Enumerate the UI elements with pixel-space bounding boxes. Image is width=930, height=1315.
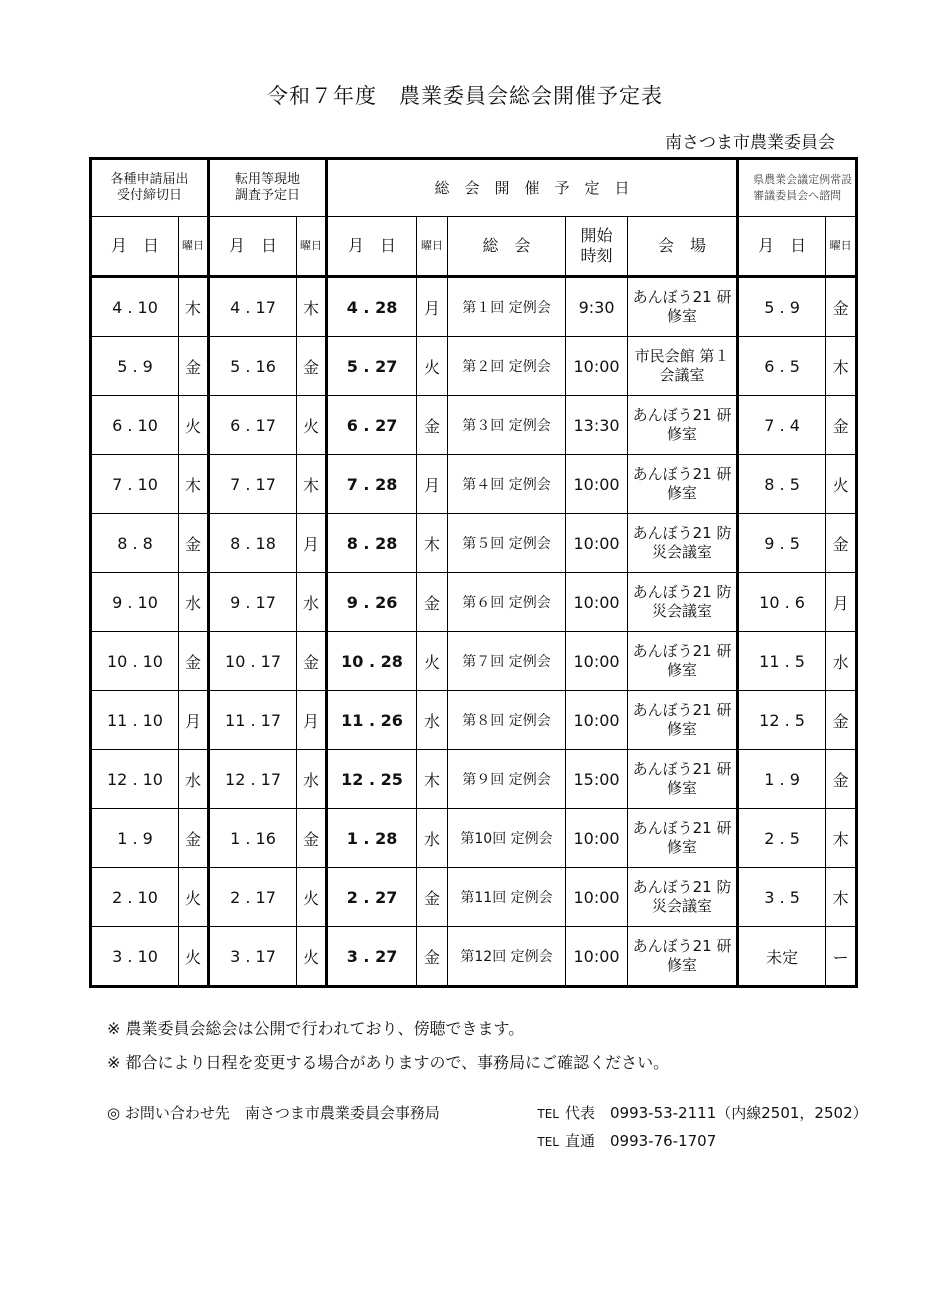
start-time: 10:00 [566,868,628,927]
pref-weekday: 火 [826,455,857,514]
deadline-date: 11 . 10 [91,691,179,750]
pref-date: 10 . 6 [738,573,826,632]
table-row [91,691,857,750]
pref-weekday: 金 [826,277,857,337]
start-time: 10:00 [566,927,628,987]
note-open-meeting: ※ 農業委員会総会は公開で行われており、傍聴できます。 [107,1019,525,1038]
meeting-date: 2 . 27 [327,868,417,927]
meeting-weekday: 金 [417,396,448,455]
survey-weekday: 木 [297,277,327,337]
survey-weekday: 金 [297,337,327,396]
session-name: 第３回 定例会 [448,396,566,455]
table-row [91,337,857,396]
venue: あんぼう21 研修室 [628,455,738,514]
table-row [91,573,857,632]
survey-header: 転用等現地 調査予定日 [209,159,327,217]
deadline-weekday: 金 [179,514,209,573]
schedule-table [89,157,858,988]
survey-weekday: 月 [297,514,327,573]
pref-date: 11 . 5 [738,632,826,691]
deadline-weekday: 木 [179,455,209,514]
start-time-header: 開始 時刻 [566,217,628,277]
pref-weekday: 木 [826,337,857,396]
table-row [91,277,857,337]
deadline-header: 各種申請届出 受付締切日 [91,159,209,217]
survey-date: 12 . 17 [209,750,297,809]
start-time: 10:00 [566,573,628,632]
deadline-date: 10 . 10 [91,632,179,691]
start-time: 9:30 [566,277,628,337]
pref-weekday-header: 曜日 [826,217,857,277]
contact-info [107,1100,868,1156]
meeting-date: 5 . 27 [327,337,417,396]
header-row-sub [91,217,857,277]
session-name: 第６回 定例会 [448,573,566,632]
pref-weekday: 金 [826,396,857,455]
deadline-weekday: 水 [179,750,209,809]
survey-weekday: 火 [297,927,327,987]
survey-date: 4 . 17 [209,277,297,337]
survey-weekday-header: 曜日 [297,217,327,277]
session-name: 第10回 定例会 [448,809,566,868]
meeting-weekday: 火 [417,632,448,691]
meeting-weekday: 水 [417,809,448,868]
survey-weekday: 火 [297,868,327,927]
deadline-weekday: 水 [179,573,209,632]
start-time: 10:00 [566,809,628,868]
meeting-date: 11 . 26 [327,691,417,750]
deadline-date: 9 . 10 [91,573,179,632]
venue: あんぼう21 研修室 [628,750,738,809]
survey-date: 11 . 17 [209,691,297,750]
meeting-header: 総 会 開 催 予 定 日 [327,159,738,217]
session-name: 第５回 定例会 [448,514,566,573]
deadline-date: 3 . 10 [91,927,179,987]
pref-weekday: 木 [826,809,857,868]
survey-month-day-header: 月 日 [209,217,297,277]
deadline-date: 8 . 8 [91,514,179,573]
deadline-weekday: 火 [179,396,209,455]
page-title: 令和７年度 農業委員会総会開催予定表 [267,84,663,108]
meeting-weekday: 月 [417,455,448,514]
meeting-weekday: 木 [417,750,448,809]
table-row [91,868,857,927]
pref-weekday: 金 [826,750,857,809]
deadline-month-day-header: 月 日 [91,217,179,277]
session-header: 総 会 [448,217,566,277]
pref-date: 2 . 5 [738,809,826,868]
survey-weekday: 木 [297,455,327,514]
meeting-weekday: 火 [417,337,448,396]
tel-icon: TEL [537,1135,559,1149]
pref-weekday: 金 [826,691,857,750]
deadline-weekday: 金 [179,337,209,396]
survey-weekday: 火 [297,396,327,455]
deadline-date: 2 . 10 [91,868,179,927]
meeting-weekday-header: 曜日 [417,217,448,277]
pref-date: 8 . 5 [738,455,826,514]
venue: あんぼう21 研修室 [628,691,738,750]
meeting-weekday: 金 [417,868,448,927]
phone-direct: 直通 0993-76-1707 [565,1132,717,1150]
meeting-date: 10 . 28 [327,632,417,691]
meeting-date: 9 . 26 [327,573,417,632]
survey-weekday: 金 [297,809,327,868]
venue: あんぼう21 研修室 [628,632,738,691]
header-row-top [91,159,857,217]
meeting-month-day-header: 月 日 [327,217,417,277]
session-name: 第９回 定例会 [448,750,566,809]
deadline-weekday: 火 [179,868,209,927]
pref-date: 未定 [738,927,826,987]
venue-header: 会 場 [628,217,738,277]
notes [107,1012,669,1080]
survey-date: 2 . 17 [209,868,297,927]
survey-date: 7 . 17 [209,455,297,514]
deadline-date: 1 . 9 [91,809,179,868]
session-name: 第12回 定例会 [448,927,566,987]
survey-date: 9 . 17 [209,573,297,632]
start-time: 10:00 [566,455,628,514]
start-time: 15:00 [566,750,628,809]
table-row [91,809,857,868]
survey-date: 10 . 17 [209,632,297,691]
deadline-date: 12 . 10 [91,750,179,809]
venue: あんぼう21 防災会議室 [628,868,738,927]
deadline-weekday: 木 [179,277,209,337]
venue: あんぼう21 研修室 [628,927,738,987]
start-time: 10:00 [566,691,628,750]
pref-date: 9 . 5 [738,514,826,573]
session-name: 第11回 定例会 [448,868,566,927]
pref-weekday: ー [826,927,857,987]
start-time: 10:00 [566,514,628,573]
start-time: 13:30 [566,396,628,455]
survey-weekday: 水 [297,750,327,809]
survey-weekday: 金 [297,632,327,691]
table-row [91,632,857,691]
start-time: 10:00 [566,337,628,396]
survey-date: 1 . 16 [209,809,297,868]
pref-date: 7 . 4 [738,396,826,455]
organization-name: 南さつま市農業委員会 [665,133,835,153]
session-name: 第７回 定例会 [448,632,566,691]
survey-date: 6 . 17 [209,396,297,455]
meeting-weekday: 水 [417,691,448,750]
pref-date: 12 . 5 [738,691,826,750]
survey-date: 3 . 17 [209,927,297,987]
pref-weekday: 月 [826,573,857,632]
survey-weekday: 月 [297,691,327,750]
survey-date: 8 . 18 [209,514,297,573]
deadline-date: 7 . 10 [91,455,179,514]
session-name: 第８回 定例会 [448,691,566,750]
venue: あんぼう21 研修室 [628,396,738,455]
phone-main: 代表 0993-53-2111（内線2501，2502） [565,1104,868,1122]
survey-weekday: 水 [297,573,327,632]
meeting-weekday: 月 [417,277,448,337]
meeting-weekday: 金 [417,573,448,632]
deadline-date: 4 . 10 [91,277,179,337]
meeting-date: 12 . 25 [327,750,417,809]
venue: あんぼう21 防災会議室 [628,514,738,573]
meeting-weekday: 金 [417,927,448,987]
meeting-date: 8 . 28 [327,514,417,573]
deadline-date: 5 . 9 [91,337,179,396]
deadline-weekday: 金 [179,632,209,691]
deadline-weekday: 月 [179,691,209,750]
venue: あんぼう21 研修室 [628,277,738,337]
table-row [91,455,857,514]
pref-month-day-header: 月 日 [738,217,826,277]
session-name: 第２回 定例会 [448,337,566,396]
meeting-date: 4 . 28 [327,277,417,337]
pref-date: 3 . 5 [738,868,826,927]
meeting-date: 6 . 27 [327,396,417,455]
pref-date: 5 . 9 [738,277,826,337]
meeting-date: 1 . 28 [327,809,417,868]
venue: 市民会館 第１会議室 [628,337,738,396]
meeting-date: 7 . 28 [327,455,417,514]
deadline-date: 6 . 10 [91,396,179,455]
pref-weekday: 金 [826,514,857,573]
table-row [91,514,857,573]
meeting-date: 3 . 27 [327,927,417,987]
contact-label: ◎ お問い合わせ先 南さつま市農業委員会事務局 [107,1104,440,1122]
deadline-weekday: 火 [179,927,209,987]
start-time: 10:00 [566,632,628,691]
pref-weekday: 水 [826,632,857,691]
note-schedule-change: ※ 都合により日程を変更する場合がありますので、事務局にご確認ください。 [107,1053,670,1072]
deadline-weekday-header: 曜日 [179,217,209,277]
venue: あんぼう21 研修室 [628,809,738,868]
tel-icon: TEL [537,1107,559,1121]
pref-date: 6 . 5 [738,337,826,396]
session-name: 第４回 定例会 [448,455,566,514]
prefecture-header: 県農業会議定例常設審議委員会へ諮問 [738,159,857,217]
venue: あんぼう21 防災会議室 [628,573,738,632]
table-row [91,396,857,455]
deadline-weekday: 金 [179,809,209,868]
survey-date: 5 . 16 [209,337,297,396]
table-row [91,927,857,987]
meeting-weekday: 木 [417,514,448,573]
session-name: 第１回 定例会 [448,277,566,337]
pref-weekday: 木 [826,868,857,927]
pref-date: 1 . 9 [738,750,826,809]
table-row [91,750,857,809]
